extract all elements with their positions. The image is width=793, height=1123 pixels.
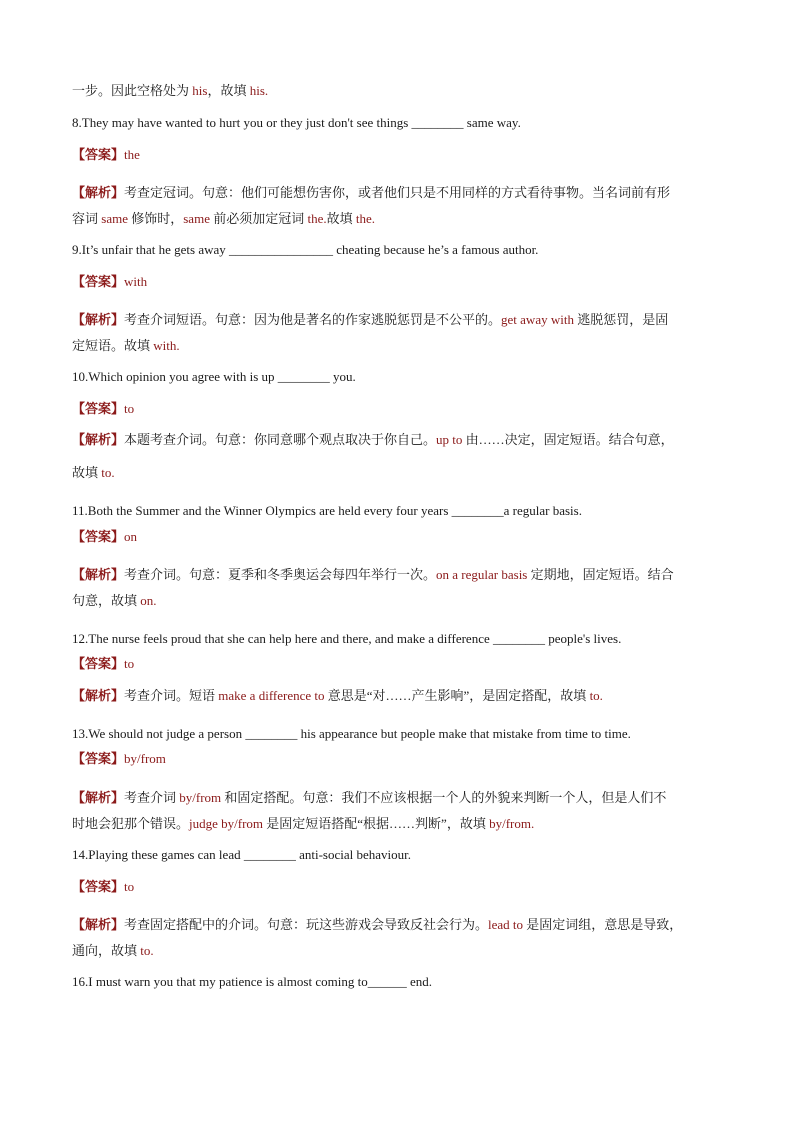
text-line [72,846,732,864]
answer-text: to. [101,465,115,480]
answer-text: by/from. [489,816,535,831]
line-text: 考查介词。短语 [124,688,219,703]
line-text: 故填 [72,465,102,480]
line-text: 10.Which opinion you agree with is up ________ you. [72,369,356,384]
line-text: 9.It’s unfair that he gets away ________________ cheating because he’s a famous author. [72,242,539,257]
line-text: 修饰时， [127,211,184,226]
answer-text: make a difference to [218,688,325,703]
answer-text: the [124,147,140,162]
text-line [72,210,732,228]
section-tag: 【解析】 [72,917,125,932]
answer-text: to. [589,688,603,703]
answer-text: to [124,879,135,894]
answer-text: his [192,83,208,98]
line-text: 故填 [326,211,356,226]
line-text: 前必须加定冠词 [209,211,308,226]
text-line [72,146,732,164]
text-line [72,630,732,648]
answer-text: up to [436,432,463,447]
line-text: 意思是“对……产生影响”，是固定搭配，故填 [324,688,590,703]
answer-text: get away with [501,312,574,327]
text-line [72,368,732,386]
line-text: 16.I must warn you that my patience is almost coming to______ end. [72,974,432,989]
text-line [72,241,732,259]
line-text: 8.They may have wanted to hurt you or they just don't see things ________ same way. [72,115,521,130]
line-text: 考查固定搭配中的介词。句意：玩这些游戏会导致反社会行为。 [124,917,489,932]
section-tag: 【解析】 [72,185,125,200]
answer-text: with [124,274,148,289]
text-line [72,973,732,991]
line-text: 容词 [72,211,102,226]
answer-text: lead to [488,917,524,932]
line-text: 和固定搭配。句意：我们不应该根据一个人的外貌来判断一个人，但是人们不 [221,790,667,805]
line-text: 一步。因此空格处为 [72,83,193,98]
text-line [72,184,732,202]
line-text: 14.Playing these games can lead ________ anti-social behaviour. [72,847,411,862]
answer-text: to [124,656,135,671]
answer-text: by/from [179,790,222,805]
text-line [72,815,732,833]
line-text: 考查介词短语。句意：因为他是著名的作家逃脱惩罚是不公平的。 [124,312,502,327]
answer-text: the. [307,211,327,226]
answer-text: by/from [124,751,166,766]
line-text: 句意，故填 [72,593,141,608]
line-text: 12.The nurse feels proud that she can help here and there, and make a difference ________ people's lives. [72,631,622,646]
section-tag: 【解析】 [72,312,125,327]
answer-text: with. [153,338,180,353]
answer-text: same [101,211,128,226]
text-line [72,566,732,584]
text-line [72,311,732,329]
line-text: 是固定短语搭配“根据……判断”，故填 [263,816,490,831]
line-text: 逃脱惩罚，是固 [573,312,669,327]
text-line [72,942,732,960]
text-line [72,502,732,520]
section-tag: 【解析】 [72,432,125,447]
answer-text: the. [355,211,376,226]
text-line [72,82,732,100]
answer-text: same [183,211,210,226]
line-text: 考查定冠词。句意：他们可能想伤害你，或者他们只是不用同样的方式看待事物。当名词前有形 [124,185,671,200]
answer-text: judge by/from [189,816,264,831]
line-text: 由……决定，固定短语。结合句意， [462,432,674,447]
text-line [72,431,732,449]
text-line [72,750,732,768]
section-tag: 【解析】 [72,688,125,703]
text-line [72,687,732,705]
text-line [72,725,732,743]
section-tag: 【答案】 [72,274,125,289]
line-text: 时地会犯那个错误。 [72,816,190,831]
text-line [72,337,732,355]
section-tag: 【答案】 [72,751,125,766]
line-text: 11.Both the Summer and the Winner Olympics are held every four years ________a regular basis. [72,503,582,518]
line-text: 考查介词 [124,790,180,805]
answer-text: on [124,529,138,544]
text-line [72,114,732,132]
text-line [72,916,732,934]
line-text: 定短语。故填 [72,338,154,353]
text-line [72,273,732,291]
text-line [72,655,732,673]
section-tag: 【答案】 [72,401,125,416]
section-tag: 【解析】 [72,567,125,582]
line-text: ，故填 [207,83,250,98]
line-text: 通向，故填 [72,943,141,958]
text-line [72,592,732,610]
answer-text: to [124,401,135,416]
line-text: 本题考查介词。句意：你同意哪个观点取决于你自己。 [124,432,437,447]
section-tag: 【答案】 [72,529,125,544]
answer-text: his. [249,83,269,98]
section-tag: 【解析】 [72,790,125,805]
text-line [72,400,732,418]
line-text: 13.We should not judge a person ________ his appearance but people make that mistake from time to time. [72,726,631,741]
answer-text: on a regular basis [436,567,528,582]
answer-text: on. [140,593,157,608]
text-line [72,528,732,546]
line-text: 是固定词组，意思是导致， [523,917,683,932]
section-tag: 【答案】 [72,147,125,162]
section-tag: 【答案】 [72,656,125,671]
text-line [72,464,732,482]
answer-text: to. [140,943,154,958]
text-line [72,878,732,896]
line-text: 考查介词。句意：夏季和冬季奥运会每四年举行一次。 [124,567,437,582]
line-text: 定期地，固定短语。结合 [527,567,674,582]
section-tag: 【答案】 [72,879,125,894]
text-line [72,789,732,807]
